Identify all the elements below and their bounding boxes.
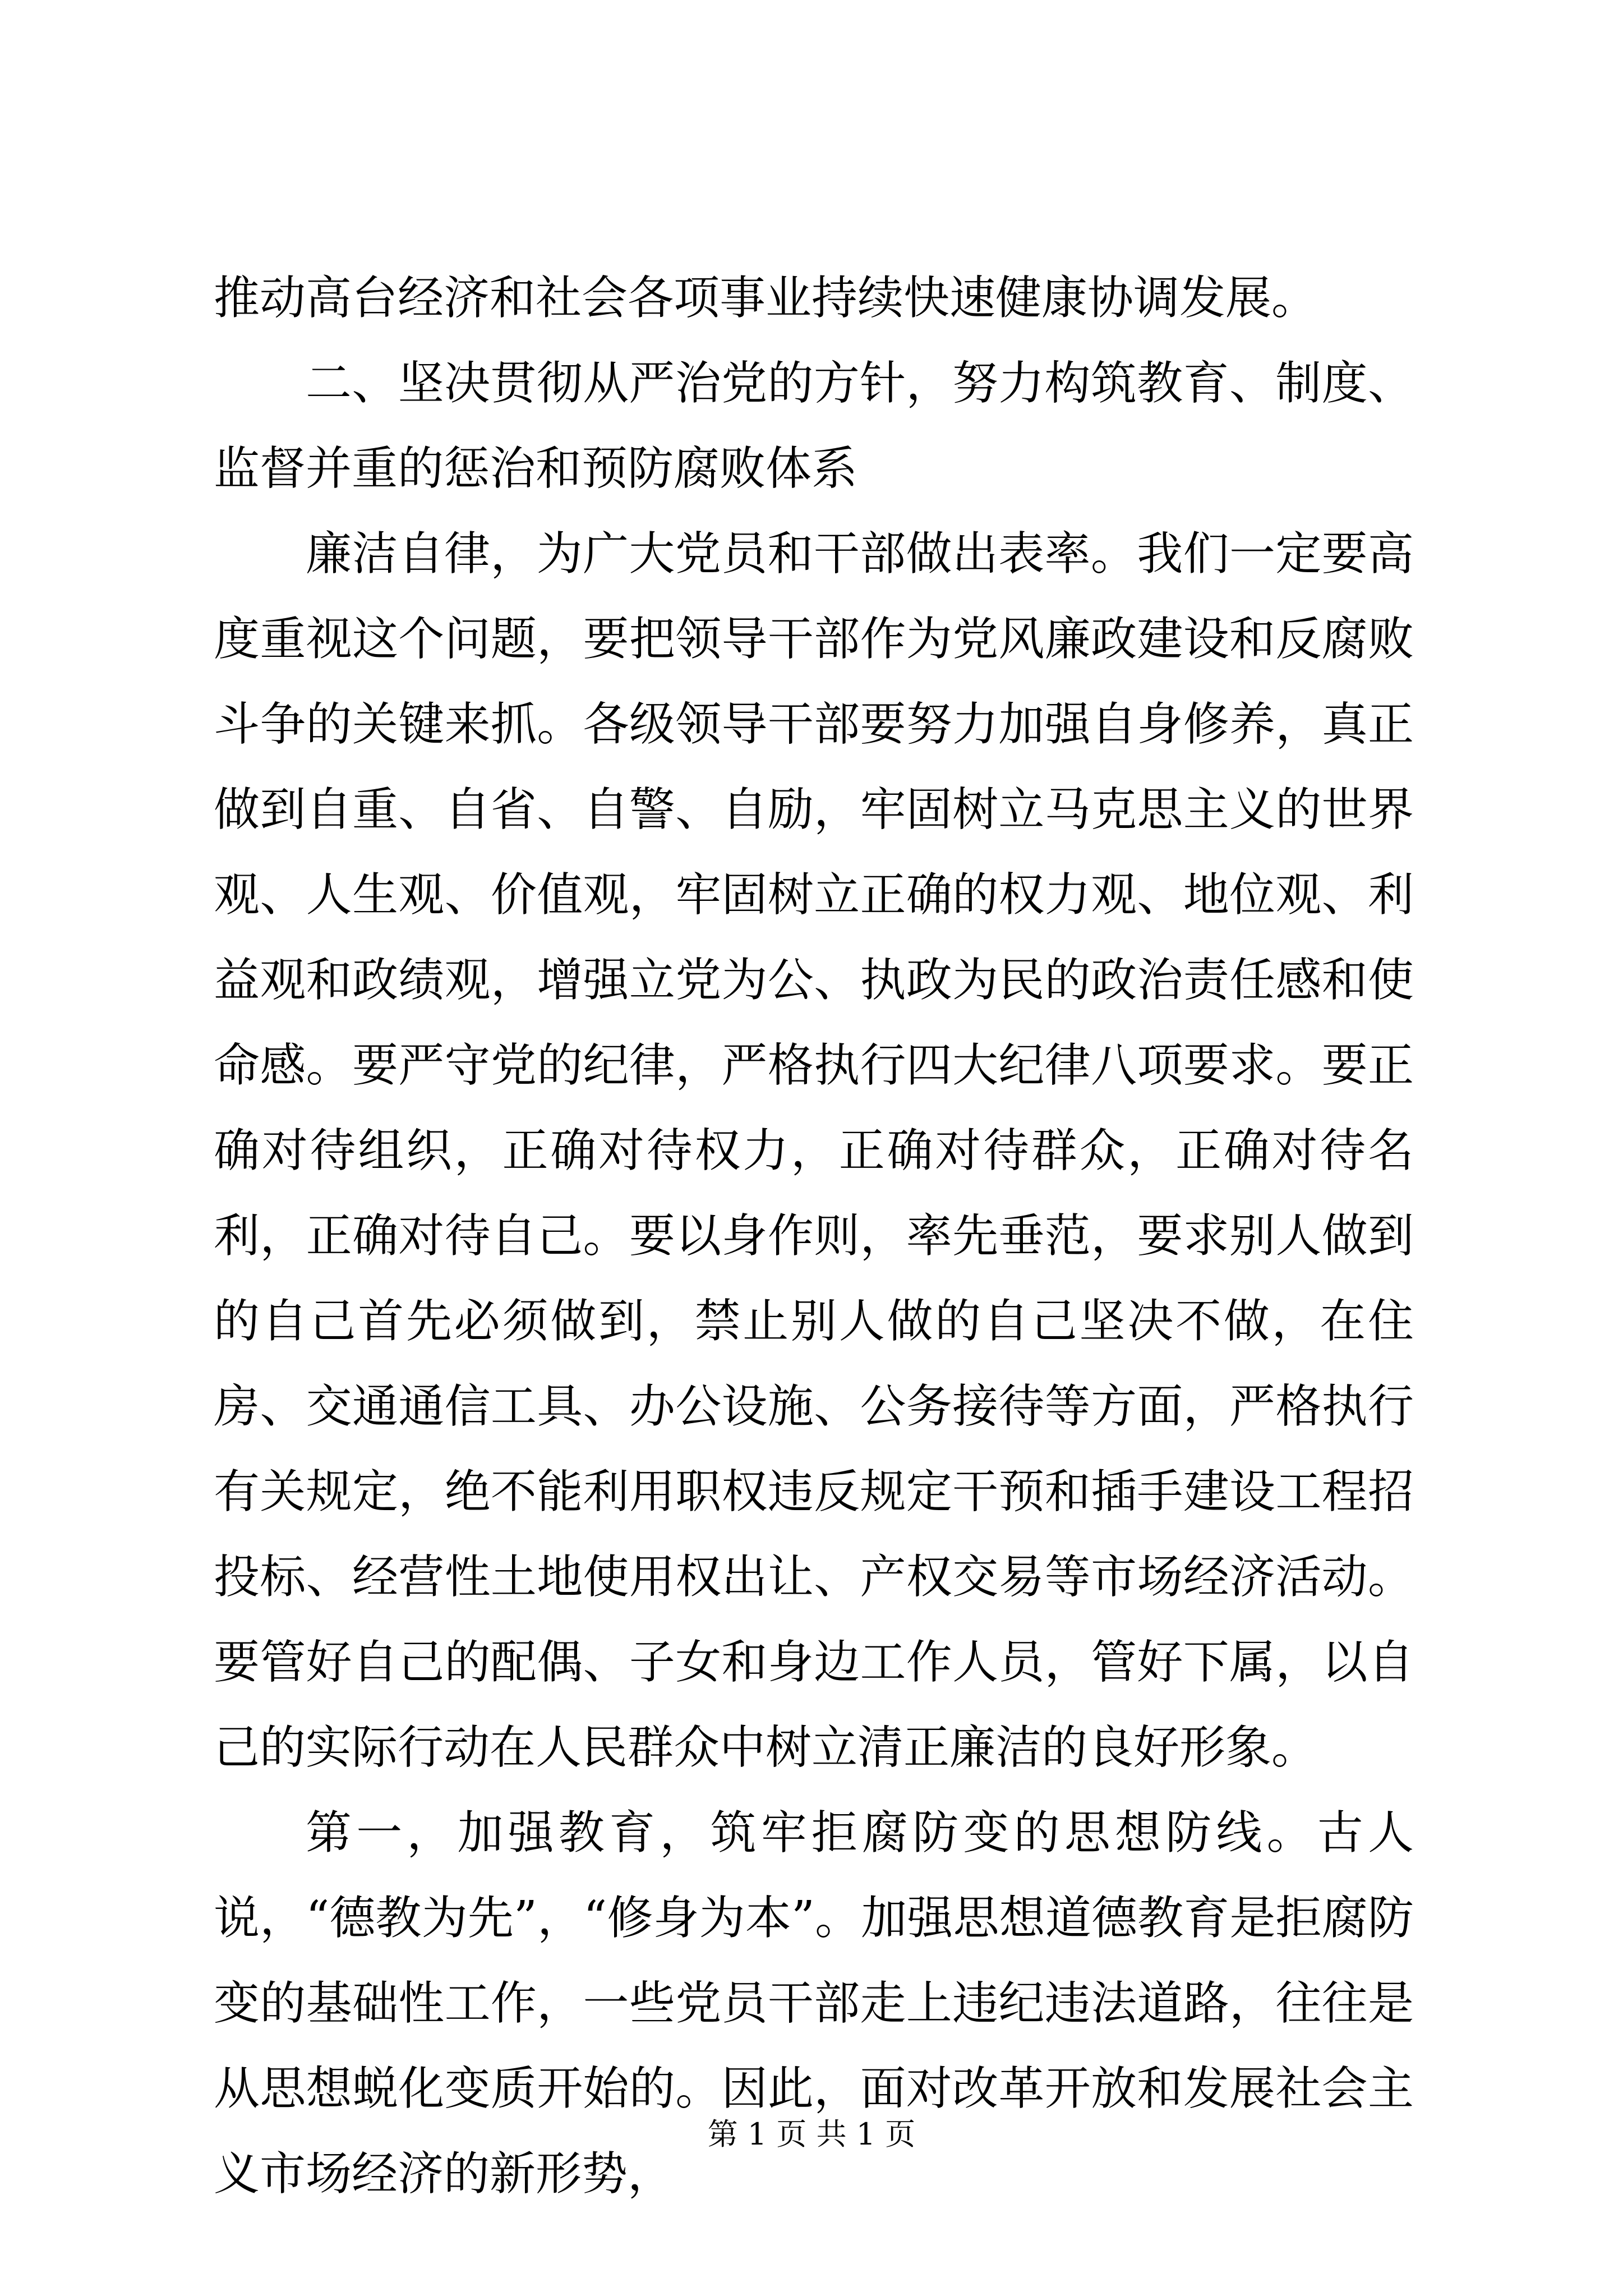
page-footer: 第 1 页 共 1 页: [707, 2116, 916, 2152]
paragraph-self-discipline: 廉洁自律，为广大党员和干部做出表率。我们一定要高度重视这个问题，要把领导干部作为党风廉政建设和反腐败斗争的关键来抓。各级领导干部要努力加强自身修养，真正做到自重、自省、自警、自励，牢固树立马克思主义的世界观、人生观、价值观，牢固树立正确的权力观、地位观、利益观和政绩观，增强立党为公、执政为民的政治责任感和使命感。要严守党的纪律，严格执行四大纪律八项要求。要正确对待组织，正确对待权力，正确对待群众，正确对待名利，正确对待自己。要以身作则，率先垂范，要求别人做到的自己首先必须做到，禁止别人做的自己坚决不做，在住房、交通通信工具、办公设施、公务接待等方面，严格执行有关规定，绝不能利用职权违反规定干预和插手建设工程招投标、经营性土地使用权出让、产权交易等市场经济活动。要管好自己的配偶、子女和身边工作人员，管好下属，以自己的实际行动在人民群众中树立清正廉洁的良好形象。: [214, 527, 1414, 1774]
paragraph-education: 第一，加强教育，筑牢拒腐防变的思想防线。古人说，“德教为先”，“修身为本”。加强思想道德教育是拒腐防变的基础性工作，一些党员干部走上违纪违法道路，往往是从思想蜕化变质开始的。因此，面对改革开放和发展社会主义市场经济的新形势，: [214, 1806, 1414, 2201]
document-body: [214, 256, 1414, 2217]
paragraph-continuation: 推动高台经济和社会各项事业持续快速健康协调发展。: [214, 272, 1318, 325]
section-heading: 二、坚决贯彻从严治党的方针，努力构筑教育、制度、监督并重的惩治和预防腐败体系: [214, 357, 1414, 495]
